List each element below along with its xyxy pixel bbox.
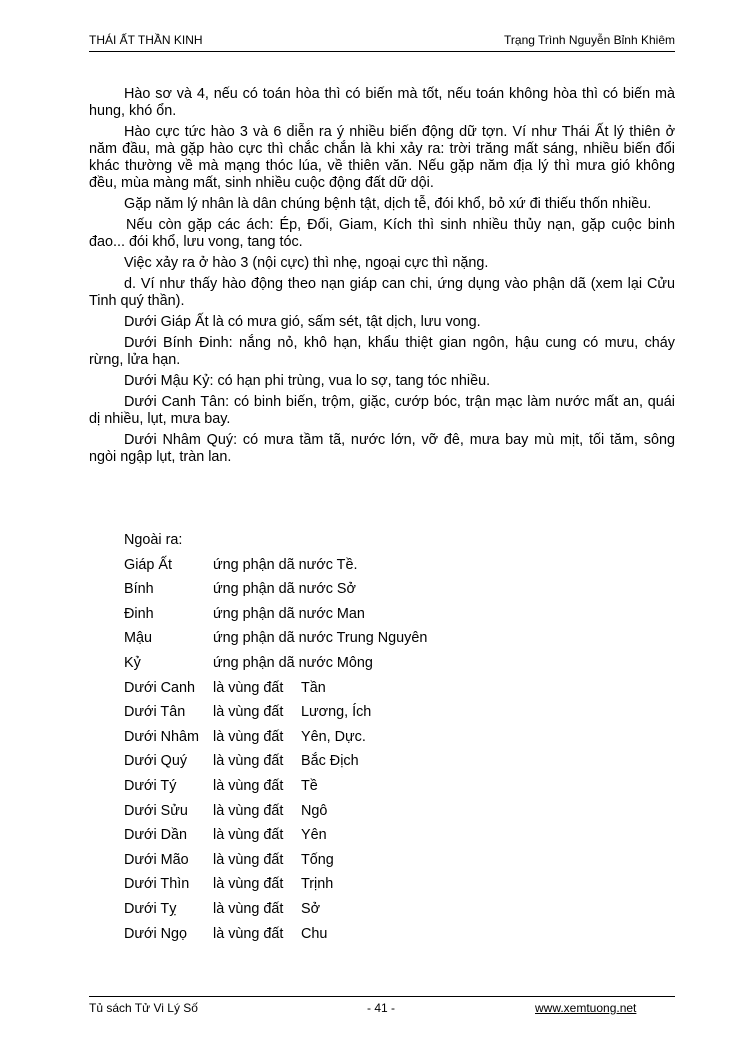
list-relation: là vùng đất xyxy=(213,876,284,893)
paragraph: Dưới Mậu Kỷ: có hạn phi trùng, vua lo sợ, tang tóc nhiều. xyxy=(124,373,491,389)
paragraph: Nếu còn gặp các ách: Ép, Đối, Giam, Kích thì sinh nhiều thủy nạn, gặp cuộc binh đao... đói khổ, lưu vong, tang tóc. xyxy=(89,217,675,250)
list-region: Tần xyxy=(301,679,326,696)
list-region: Yên, Dực. xyxy=(301,728,366,745)
list-relation: là vùng đất xyxy=(213,704,284,721)
list-term: Bính xyxy=(124,581,154,598)
header-author: Trạng Trình Nguyễn Bỉnh Khiêm xyxy=(504,33,675,47)
paragraph: d. Ví như thấy hào động theo nạn giáp can chi, ứng dụng vào phận dã (xem lại Cửu Tinh quý thần). xyxy=(89,276,675,309)
page-header xyxy=(89,33,675,52)
list-term: Dưới Sửu xyxy=(124,802,188,819)
list-relation: là vùng đất xyxy=(213,728,284,745)
paragraph: Dưới Bính Đinh: nắng nỏ, khô hạn, khẩu thiệt gian ngôn, hậu cung có mưu, cháy rừng, lửa hạn. xyxy=(89,335,675,368)
list-region: Tống xyxy=(301,851,334,868)
list-relation: ứng phận dã nước Mông xyxy=(213,654,373,671)
list-region: Chu xyxy=(301,925,328,942)
list-term: Dưới Canh xyxy=(124,679,196,696)
list-term: Đinh xyxy=(124,605,154,622)
list-term: Kỷ xyxy=(124,654,141,671)
list-region: Yên xyxy=(301,827,327,844)
list-region: Ngô xyxy=(301,802,328,819)
paragraph: Hào sơ và 4, nếu có toán hòa thì có biến mà tốt, nếu toán không hòa thì có biến mà hung, khó ổn. xyxy=(89,86,675,119)
paragraph: Gặp năm lý nhân là dân chúng bệnh tật, dịch tễ, đói khổ, bỏ xứ đi thiếu thốn nhiều. xyxy=(124,196,652,212)
body-text xyxy=(89,86,675,470)
list-term: Dưới Mão xyxy=(124,851,189,868)
paragraph: Hào cực tức hào 3 và 6 diễn ra ý nhiều biến động dữ tợn. Ví như Thái Ất lý thiên ở năm đầu, mà gặp hào cực thì chắc chắn là khi xảy ra: trời trăng mất sáng, nhiều biến đổi khác thường về mà mạng thóc lúa, về thiên văn. Nếu gặp năm địa lý thì mưa gió không đều, mùa màng mất, sinh nhiều cuộc động đất dữ dội. xyxy=(89,124,675,191)
list-relation: là vùng đất xyxy=(213,827,284,844)
list-relation: ứng phận dã nước Trung Nguyên xyxy=(213,630,428,647)
list-term: Dưới Nhâm xyxy=(124,728,200,745)
paragraph: Dưới Nhâm Quý: có mưa tầm tã, nước lớn, vỡ đê, mưa bay mù mịt, tối tăm, sông ngòi ngập lụt, tràn lan. xyxy=(89,432,675,465)
list-relation: là vùng đất xyxy=(213,679,284,696)
list-region: Lương, Ích xyxy=(301,704,372,721)
header-book-title: THÁI ẤT THẦN KINH xyxy=(89,33,203,47)
footer-collection: Tủ sách Tử Vi Lý Số xyxy=(89,1001,198,1015)
list-term: Dưới Tân xyxy=(124,704,186,721)
list-term: Dưới Tỵ xyxy=(124,900,177,917)
paragraph: Dưới Giáp Ất là có mưa gió, sấm sét, tật dịch, lưu vong. xyxy=(124,314,481,330)
list-term: Giáp Ất xyxy=(124,556,172,573)
list-term: Dưới Thìn xyxy=(124,876,190,893)
list-term: Mậu xyxy=(124,630,152,647)
list-region: Tề xyxy=(301,777,318,794)
list-term: Dưới Quý xyxy=(124,753,188,770)
list-term: Ngoài ra: xyxy=(124,532,183,548)
paragraph: Dưới Canh Tân: có binh biến, trộm, giặc, cướp bóc, trận mạc làm nước mất an, quái dị nhiều, lụt, mưa bay. xyxy=(89,394,675,427)
list-term: Dưới Dần xyxy=(124,827,188,844)
page-number: - 41 - xyxy=(367,1001,396,1015)
list-relation: là vùng đất xyxy=(213,851,284,868)
footer-website-link[interactable]: www.xemtuong.net xyxy=(535,1001,637,1015)
list-relation: là vùng đất xyxy=(213,900,284,917)
list-term: Dưới Tý xyxy=(124,777,177,794)
list-relation: là vùng đất xyxy=(213,925,284,942)
page-footer xyxy=(89,996,675,1017)
paragraph: Việc xảy ra ở hào 3 (nội cực) thì nhẹ, ngoại cực thì nặng. xyxy=(124,255,489,271)
list-relation: ứng phận dã nước Man xyxy=(213,605,365,622)
list-relation: là vùng đất xyxy=(213,802,284,819)
list-relation: là vùng đất xyxy=(213,777,284,794)
list-region: Sở xyxy=(301,900,321,917)
list-relation: ứng phận dã nước Sở xyxy=(213,581,356,598)
list-region: Bắc Địch xyxy=(301,753,359,770)
list-term: Dưới Ngọ xyxy=(124,925,188,942)
list-region: Trịnh xyxy=(301,876,334,893)
list-relation: là vùng đất xyxy=(213,753,284,770)
list-relation: ứng phận dã nước Tề. xyxy=(213,556,358,573)
